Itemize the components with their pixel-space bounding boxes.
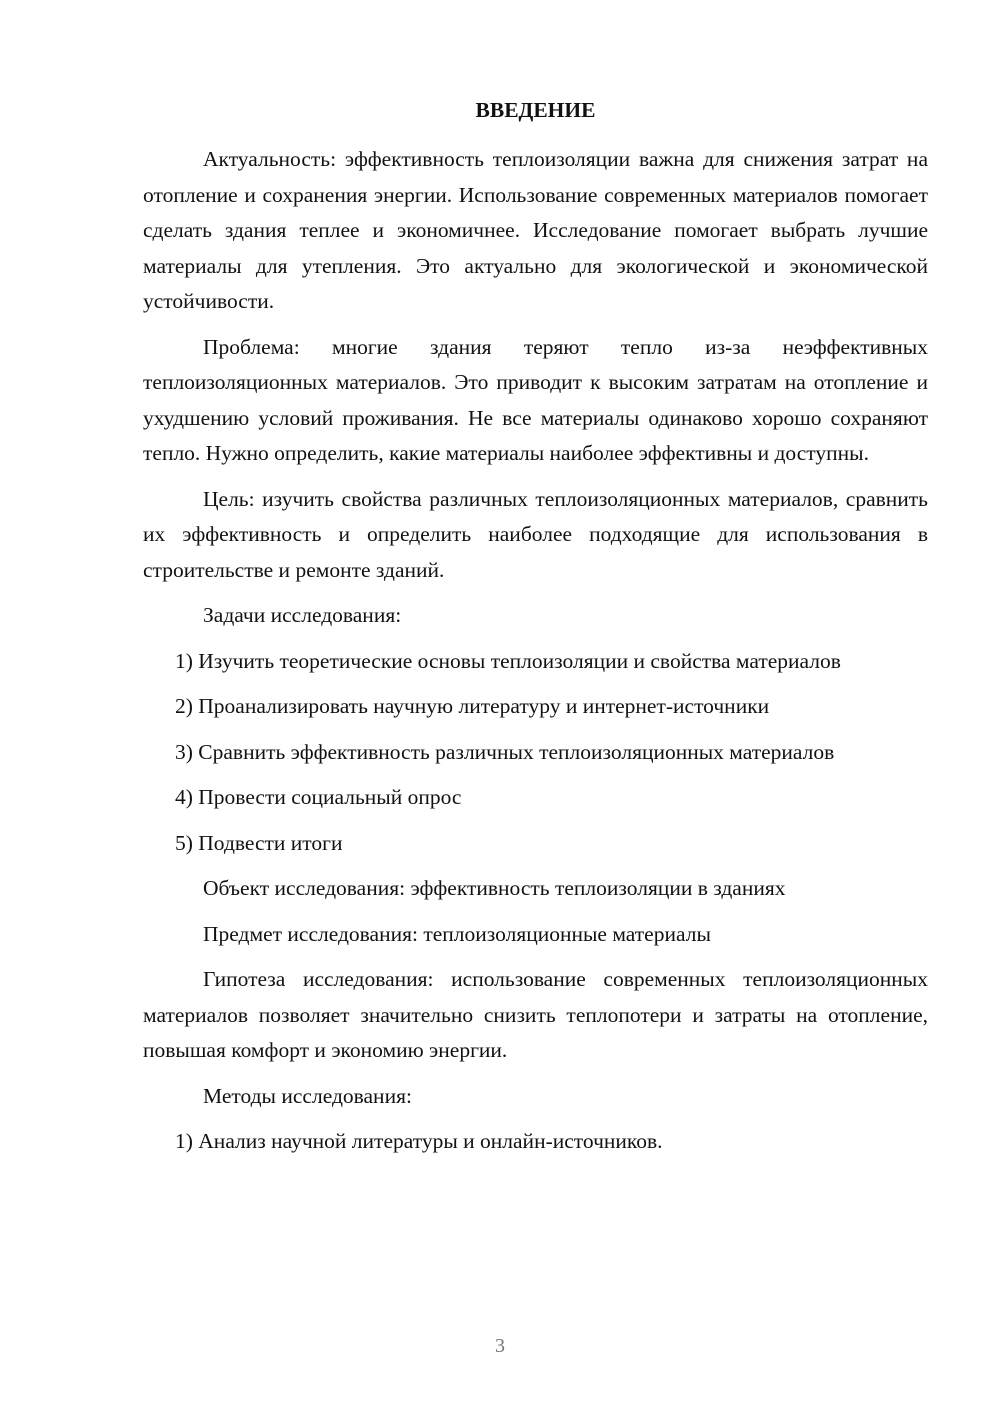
object-paragraph: Объект исследования: эффективность теплоизоляции в зданиях — [203, 876, 786, 900]
goal-paragraph: Цель: изучить свойства различных теплоизоляционных материалов, сравнить их эффективность и определить наиболее подходящие для использования в строительстве и ремонте зданий. — [143, 486, 928, 582]
relevance-paragraph: Актуальность: эффективность теплоизоляции важна для снижения затрат на отопление и сохранения энергии. Использование современных материалов помогает сделать здания теплее и экономичнее. Исследование помогает выбрать лучшие материалы для утепления. Это актуально для экологической и экономической устойчивости. — [143, 147, 928, 313]
method-item-1: 1) Анализ научной литературы и онлайн-источников. — [175, 1129, 663, 1153]
task-item-3: 3) Сравнить эффективность различных теплоизоляционных материалов — [175, 739, 835, 764]
document-body — [143, 142, 928, 1170]
subject-paragraph: Предмет исследования: теплоизоляционные материалы — [203, 921, 711, 946]
hypothesis-paragraph: Гипотеза исследования: использование современных теплоизоляционных материалов позволяет значительно снизить теплопотери и затраты на отопление, повышая комфорт и экономию энергии. — [143, 967, 928, 1062]
task-item-2: 2) Проанализировать научную литературу и интернет-источники — [175, 694, 770, 718]
page-title: ВВЕДЕНИЕ — [475, 98, 596, 122]
task-item-4: 4) Провести социальный опрос — [175, 785, 462, 809]
task-item-5: 5) Подвести итоги — [175, 830, 343, 855]
methods-title: Методы исследования: — [203, 1083, 412, 1108]
tasks-title: Задачи исследования: — [203, 603, 402, 627]
page-number: 3 — [495, 1335, 505, 1357]
problem-paragraph: Проблема: многие здания теряют тепло из-за неэффективных теплоизоляционных материалов. Это приводит к высоким затратам на отопление и ухудшению условий проживания. Не все материалы одинаково хорошо сохраняют тепло. Нужно определить, какие материалы наиболее эффективны и доступны. — [143, 334, 928, 465]
task-item-1: 1) Изучить теоретические основы теплоизоляции и свойства материалов — [175, 648, 841, 673]
